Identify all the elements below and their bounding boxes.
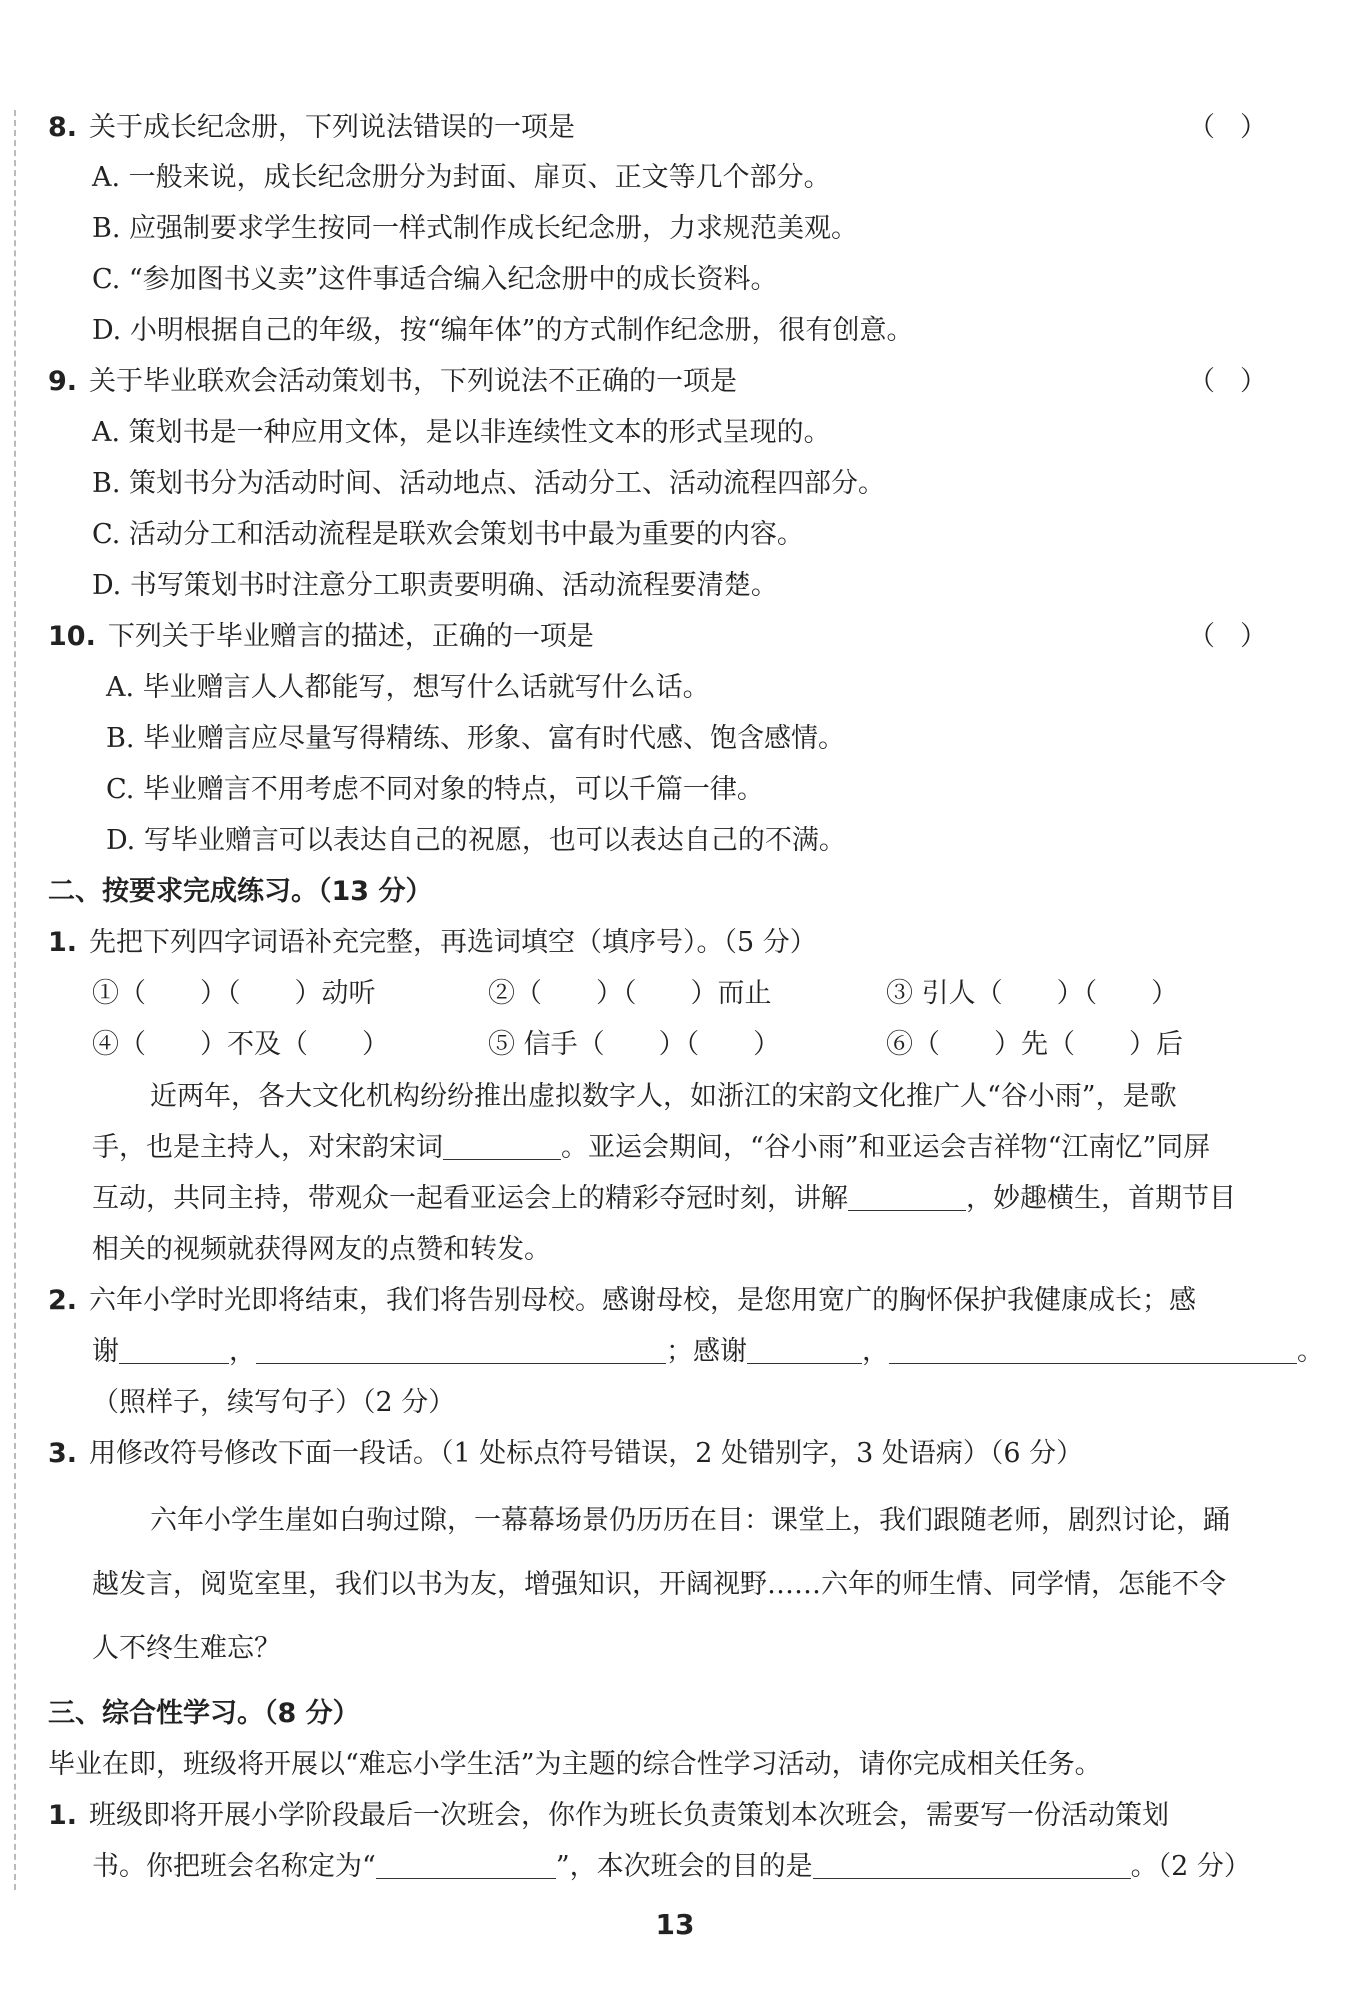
s2-q1-passage-line-2: 手，也是主持人，对宋韵宋词 。亚运会期间，“谷小雨”和亚运会吉祥物“江南忆”同屏 [92,1132,1211,1163]
fill-blank-1[interactable] [443,1131,561,1160]
s2-q1-passage-line-4: 相关的视频就获得网友的点赞和转发。 [92,1234,551,1265]
q2-blank-4[interactable] [889,1335,1297,1364]
q9-option-b: B. 策划书分为活动时间、活动地点、活动分工、活动流程四部分。 [92,468,886,499]
q10-answer-paren[interactable]: （ ） [1188,621,1267,652]
q9-stem: 9. 关于毕业联欢会活动策划书，下列说法不正确的一项是 [48,366,738,397]
idiom-5[interactable]: ⑤ 信手（ ）（ ） [488,1029,781,1060]
section-3-intro: 毕业在即，班级将开展以“难忘小学生活”为主题的综合性学习活动，请你完成相关任务。 [48,1749,1102,1780]
q9-option-a: A. 策划书是一种应用文体，是以非连续性文本的形式呈现的。 [92,417,831,448]
idiom-6[interactable]: ⑥（ ）先（ ）后 [886,1029,1183,1060]
q10-option-a: A. 毕业赠言人人都能写，想写什么话就写什么话。 [106,672,710,703]
fill-blank-2[interactable] [848,1182,966,1211]
q2-blank-2[interactable] [256,1335,666,1364]
idiom-1[interactable]: ①（ ）（ ）动听 [92,978,376,1009]
q10-option-d: D. 写毕业赠言可以表达自己的祝愿，也可以表达自己的不满。 [106,825,846,856]
q8-stem: 8. 关于成长纪念册，下列说法错误的一项是 [48,112,576,143]
s2-q1-stem: 1. 先把下列四字词语补充完整，再选词填空（填序号）。（5 分） [48,927,817,958]
class-meeting-name-blank[interactable] [376,1850,556,1879]
s2-q3-passage-line-2: 越发言，阅览室里，我们以书为友，增强知识，开阔视野……六年的师生情、同学情，怎能不令 [92,1569,1226,1600]
s2-q2-line-1: 2. 六年小学时光即将结束，我们将告别母校。感谢母校，是您用宽广的胸怀保护我健康成长；感 [48,1285,1197,1316]
idiom-2[interactable]: ②（ ）（ ）而止 [488,978,772,1009]
s2-q3-stem: 3. 用修改符号修改下面一段话。（1 处标点符号错误，2 处错别字，3 处语病）（6 分） [48,1438,1084,1469]
idiom-4[interactable]: ④（ ）不及（ ） [92,1029,389,1060]
q2-blank-1[interactable] [119,1335,229,1364]
s2-q3-passage-line-1: 六年小学生崖如白驹过隙，一幕幕场景仍历历在目：课堂上，我们跟随老师，剧烈讨论，踊 [150,1505,1230,1536]
s3-q1-line-2: 书。你把班会名称定为“ ”，本次班会的目的是 。（2 分） [92,1851,1251,1882]
q8-option-b: B. 应强制要求学生按同一样式制作成长纪念册，力求规范美观。 [92,213,859,244]
q8-option-a: A. 一般来说，成长纪念册分为封面、扉页、正文等几个部分。 [92,162,831,193]
q8-answer-paren[interactable]: （ ） [1188,112,1267,143]
idiom-3[interactable]: ③ 引人（ ）（ ） [886,978,1179,1009]
section-3-heading: 三、综合性学习。（8 分） [48,1698,360,1729]
q2-blank-3[interactable] [747,1335,862,1364]
s3-q1-line-1: 1. 班级即将开展小学阶段最后一次班会，你作为班长负责策划本次班会，需要写一份活动策划 [48,1800,1170,1831]
q8-option-d: D. 小明根据自己的年级，按“编年体”的方式制作纪念册，很有创意。 [92,315,914,346]
s2-q2-line-3: （照样子，续写句子）（2 分） [92,1387,456,1418]
s2-q2-line-2: 谢 ， ；感谢 ， 。 [92,1336,1324,1367]
binding-margin-line [14,110,16,1890]
class-meeting-purpose-blank[interactable] [813,1850,1131,1879]
s2-q1-passage-line-1: 近两年，各大文化机构纷纷推出虚拟数字人，如浙江的宋韵文化推广人“谷小雨”，是歌 [150,1081,1177,1112]
s2-q1-passage-line-3: 互动，共同主持，带观众一起看亚运会上的精彩夺冠时刻，讲解 ，妙趣横生，首期节目 [92,1183,1236,1214]
q9-option-d: D. 书写策划书时注意分工职责要明确、活动流程要清楚。 [92,570,778,601]
section-2-heading: 二、按要求完成练习。（13 分） [48,876,433,907]
q9-answer-paren[interactable]: （ ） [1188,366,1267,397]
page-number: 13 [655,1908,695,1941]
s2-q3-passage-line-3: 人不终生难忘？ [92,1633,281,1664]
q10-stem: 10. 下列关于毕业赠言的描述，正确的一项是 [48,621,594,652]
q10-option-c: C. 毕业赠言不用考虑不同对象的特点，可以千篇一律。 [106,774,764,805]
q10-option-b: B. 毕业赠言应尽量写得精练、形象、富有时代感、饱含感情。 [106,723,846,754]
q8-option-c: C. “参加图书义卖”这件事适合编入纪念册中的成长资料。 [92,264,778,295]
q9-option-c: C. 活动分工和活动流程是联欢会策划书中最为重要的内容。 [92,519,804,550]
